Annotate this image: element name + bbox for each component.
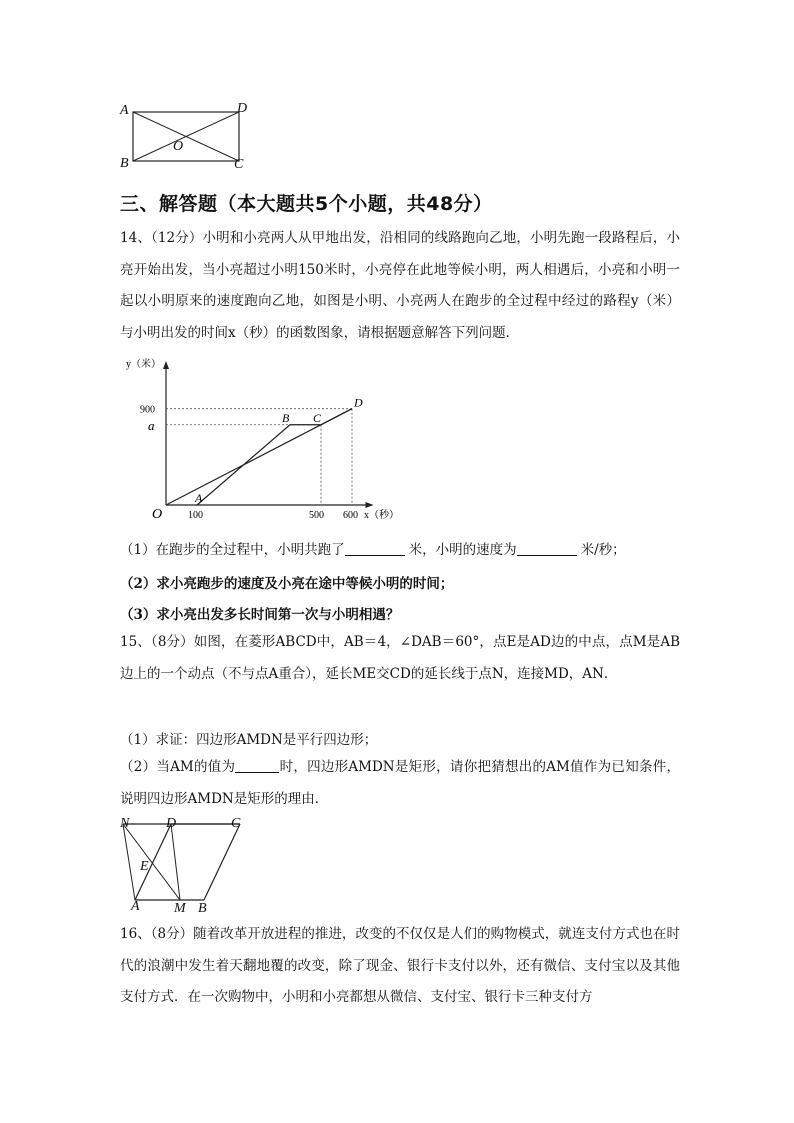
answer-blank-am[interactable]: [235, 758, 279, 773]
question-15-part-2: [120, 752, 680, 815]
rhombus-label-c: C: [231, 816, 241, 831]
question-15-part-1: （1）求证：四边形AMDN是平行四边形；: [120, 732, 378, 748]
x-tick-100: 100: [188, 510, 203, 521]
question-15-text: 15、（8分）如图，在菱形ABCD中，AB＝4，∠DAB＝60°，点E是AD边的中点，点M是AB边上的一个动点（不与点A重合），延长ME交CD的延长线于点N，连接MD，AN．: [120, 634, 680, 682]
point-label-c: C: [313, 410, 322, 425]
rhombus-label-b: B: [198, 901, 207, 916]
rhombus-label-m: M: [174, 901, 186, 916]
rhombus-label-d: D: [166, 816, 177, 831]
x-axis-label: x（秒）: [364, 510, 399, 521]
point-label-b: B: [282, 410, 290, 425]
rhombus-label-n: N: [120, 816, 130, 831]
q14-part1-mid: 米，小明的速度为: [408, 542, 517, 558]
rhombus-label-a: A: [131, 899, 140, 914]
point-label-d: D: [354, 395, 363, 410]
y-tick-a: a: [148, 417, 155, 433]
q15-part2-rest: 时，四边形AMDN是矩形，请你把猜想出的AM值作为已知条件，说明四边形AMDN是矩形的理由．: [120, 759, 680, 807]
rect-label-a: A: [120, 103, 129, 118]
origin-label: O: [152, 507, 163, 522]
rect-label-b: B: [120, 156, 129, 171]
answer-blank-speed[interactable]: [517, 541, 577, 556]
x-axis-arrow: [366, 502, 374, 508]
q15-part2-lead: （2）当AM的值为: [120, 759, 236, 775]
answer-blank-distance[interactable]: [345, 541, 405, 556]
question-14-part-3: （3）求小亮出发多长时间第一次与小明相遇？: [120, 607, 400, 623]
rhombus-label-e: E: [140, 859, 149, 874]
rect-label-d: D: [237, 101, 248, 116]
q14-part1-end: 米/秒；: [580, 542, 626, 558]
x-tick-500: 500: [309, 510, 324, 521]
rect-label-o: O: [173, 139, 184, 154]
section-heading: 三、解答题（本大题共5个小题，共48分）: [120, 193, 493, 215]
question-16-text: 16、（8分）随着改革开放进程的推进，改变的不仅仅是人们的购物模式，就连支付方式也在时代的浪潮中发生着天翻地覆的改变，除了现金、银行卡支付以外，还有微信、支付宝以及其他支付方式．在一次购物中，小明和小亮都想从微信、支付宝、银行卡三种支付方: [120, 926, 680, 1005]
question-14-part-2: （2）求小亮跑步的速度及小亮在途中等候小明的时间；: [120, 576, 454, 592]
q14-part1-lead: （1）在跑步的全过程中，小明共跑了: [120, 542, 345, 558]
question-14-text: 14、（12分）小明和小亮两人从甲地出发，沿相同的线路跑向乙地，小明先跑一段路程后，小亮开始出发，当小亮超过小明150米时，小亮停在此地等候小明，两人相遇后，小亮和小明一起以小明原来的速度跑向乙地，如图是小明、小亮两人在跑步的全过程中经过的路程y（米）与小明出发的时间x（秒）的函数图象，请根据题意解答下列问题．: [120, 230, 680, 341]
y-axis-arrow: [163, 361, 169, 369]
y-axis-label: y（米）: [126, 359, 161, 370]
rect-label-c: C: [234, 157, 244, 172]
point-label-a: A: [195, 491, 203, 505]
distance-time-chart: [118, 355, 399, 525]
question-14-part-1: [120, 538, 626, 558]
series-line-2: [197, 409, 352, 505]
x-tick-600: 600: [343, 510, 358, 521]
y-tick-900: 900: [140, 404, 155, 416]
